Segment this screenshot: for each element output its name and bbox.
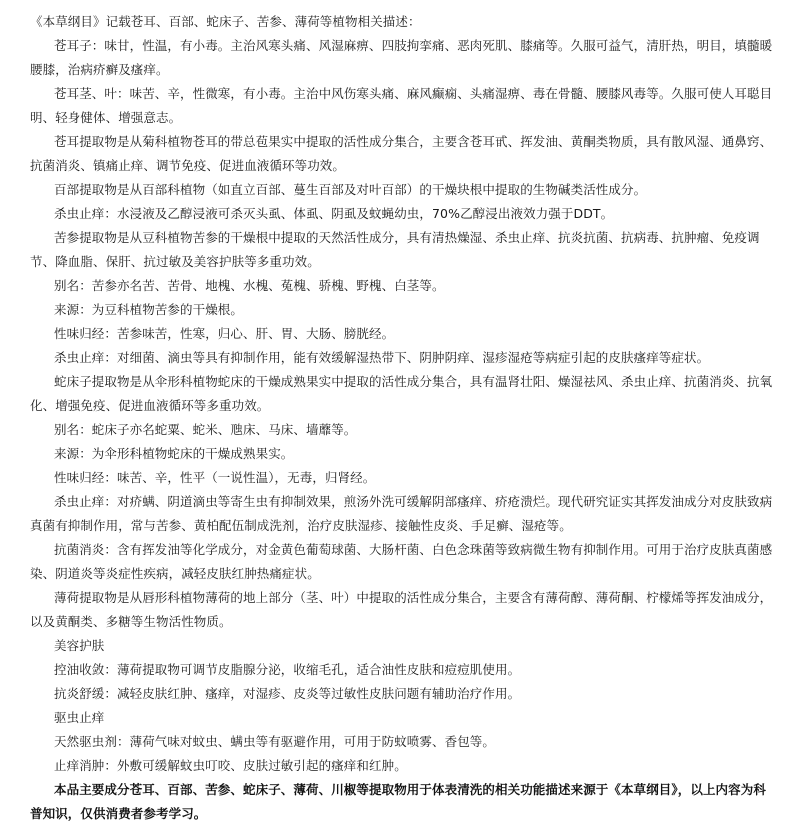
section-heading: 美容护肤 — [54, 638, 105, 653]
paragraph: 蛇床子提取物是从伞形科植物蛇床的干燥成熟果实中提取的活性成分集合，具有温肾壮阳、燥湿祛风、杀虫止痒、抗菌消炎、抗氧化、增强免疫、促进血液循环等多重功效。 — [30, 374, 773, 413]
paragraph: 杀虫止痒：对疥螨、阴道滴虫等寄生虫有抑制效果，煎汤外洗可缓解阴部瘙痒、疥疮溃烂。现代研究证实其挥发油成分对皮肤致病真菌有抑制作用，常与苦参、黄柏配伍制成洗剂，治疗皮肤湿疹、接触性皮炎、手足癣、湿疮等。 — [30, 494, 773, 533]
paragraph: 杀虫止痒：水浸液及乙醇浸液可杀灭头虱、体虱、阴虱及蚊蝇幼虫，70%乙醇浸出液效力强于DDT。 — [54, 206, 614, 221]
paragraph: 性味归经：苦参味苦，性寒，归心、肝、胃、大肠、膀胱经。 — [54, 326, 395, 341]
paragraph: 苍耳提取物是从菊科植物苍耳的带总苞果实中提取的活性成分集合，主要含苍耳甙、挥发油、黄酮类物质，具有散风湿、通鼻窍、抗菌消炎、镇痛止痒、调节免疫、促进血液循环等功效。 — [30, 134, 773, 173]
paragraph: 苦参提取物是从豆科植物苦参的干燥根中提取的天然活性成分，具有清热燥湿、杀虫止痒、抗炎抗菌、抗病毒、抗肿瘤、免疫调节、降血脂、保肝、抗过敏及美容护肤等多重功效。 — [30, 230, 760, 269]
paragraph: 苍耳茎、叶：味苦、辛，性微寒，有小毒。主治中风伤寒头痛、麻风癫痫、头痛湿痹、毒在骨髓、腰膝风毒等。久服可使人耳聪目明、轻身健体、增强意志。 — [30, 86, 773, 125]
paragraph: 别名：蛇床子亦名蛇粟、蛇米、虺床、马床、墙蘼等。 — [54, 422, 357, 437]
disclaimer-footer: 本品主要成分苍耳、百部、苦参、蛇床子、薄荷、川椒等提取物用于体表清洗的相关功能描述来源于《本草纲目》，以上内容为科普知识，仅供消费者参考学习。 — [30, 782, 766, 821]
paragraph: 性味归经：味苦、辛，性平（一说性温），无毒，归肾经。 — [54, 470, 376, 485]
paragraph: 抗炎舒缓：减轻皮肤红肿、瘙痒，对湿疹、皮炎等过敏性皮肤问题有辅助治疗作用。 — [54, 686, 521, 701]
intro-paragraph: 《本草纲目》记载苍耳、百部、蛇床子、苦参、薄荷等植物相关描述： — [30, 14, 421, 29]
paragraph: 抗菌消炎：含有挥发油等化学成分，对金黄色葡萄球菌、大肠杆菌、白色念珠菌等致病微生物有抑制作用。可用于治疗皮肤真菌感染、阴道炎等炎症性疾病，减轻皮肤红肿热痛症状。 — [30, 542, 773, 581]
paragraph: 苍耳子：味甘，性温，有小毒。主治风寒头痛、风湿麻痹、四肢拘挛痛、恶肉死肌、膝痛等。久服可益气，清肝热，明目，填髓暖腰膝，治病疥癣及瘙痒。 — [30, 38, 773, 77]
section-heading: 驱虫止痒 — [54, 710, 105, 725]
paragraph: 控油收敛：薄荷提取物可调节皮脂腺分泌，收缩毛孔，适合油性皮肤和痘痘肌使用。 — [54, 662, 521, 677]
paragraph: 百部提取物是从百部科植物（如直立百部、蔓生百部及对叶百部）的干燥块根中提取的生物碱类活性成分。 — [54, 182, 647, 197]
paragraph: 杀虫止痒：对细菌、滴虫等具有抑制作用，能有效缓解湿热带下、阴肿阴痒、湿疹湿疮等病症引起的皮肤瘙痒等症状。 — [54, 350, 710, 365]
paragraph: 来源：为伞形科植物蛇床的干燥成熟果实。 — [54, 446, 294, 461]
paragraph: 别名：苦参亦名苦、苦骨、地槐、水槐、菟槐、骄槐、野槐、白茎等。 — [54, 278, 445, 293]
paragraph: 薄荷提取物是从唇形科植物薄荷的地上部分（茎、叶）中提取的活性成分集合，主要含有薄荷醇、薄荷酮、柠檬烯等挥发油成分，以及黄酮类、多糖等生物活性物质。 — [30, 590, 773, 629]
paragraph: 来源：为豆科植物苦参的干燥根。 — [54, 302, 244, 317]
paragraph: 天然驱虫剂：薄荷气味对蚊虫、螨虫等有驱避作用，可用于防蚊喷雾、香包等。 — [54, 734, 496, 749]
paragraph: 止痒消肿：外敷可缓解蚊虫叮咬、皮肤过敏引起的瘙痒和红肿。 — [54, 758, 407, 773]
